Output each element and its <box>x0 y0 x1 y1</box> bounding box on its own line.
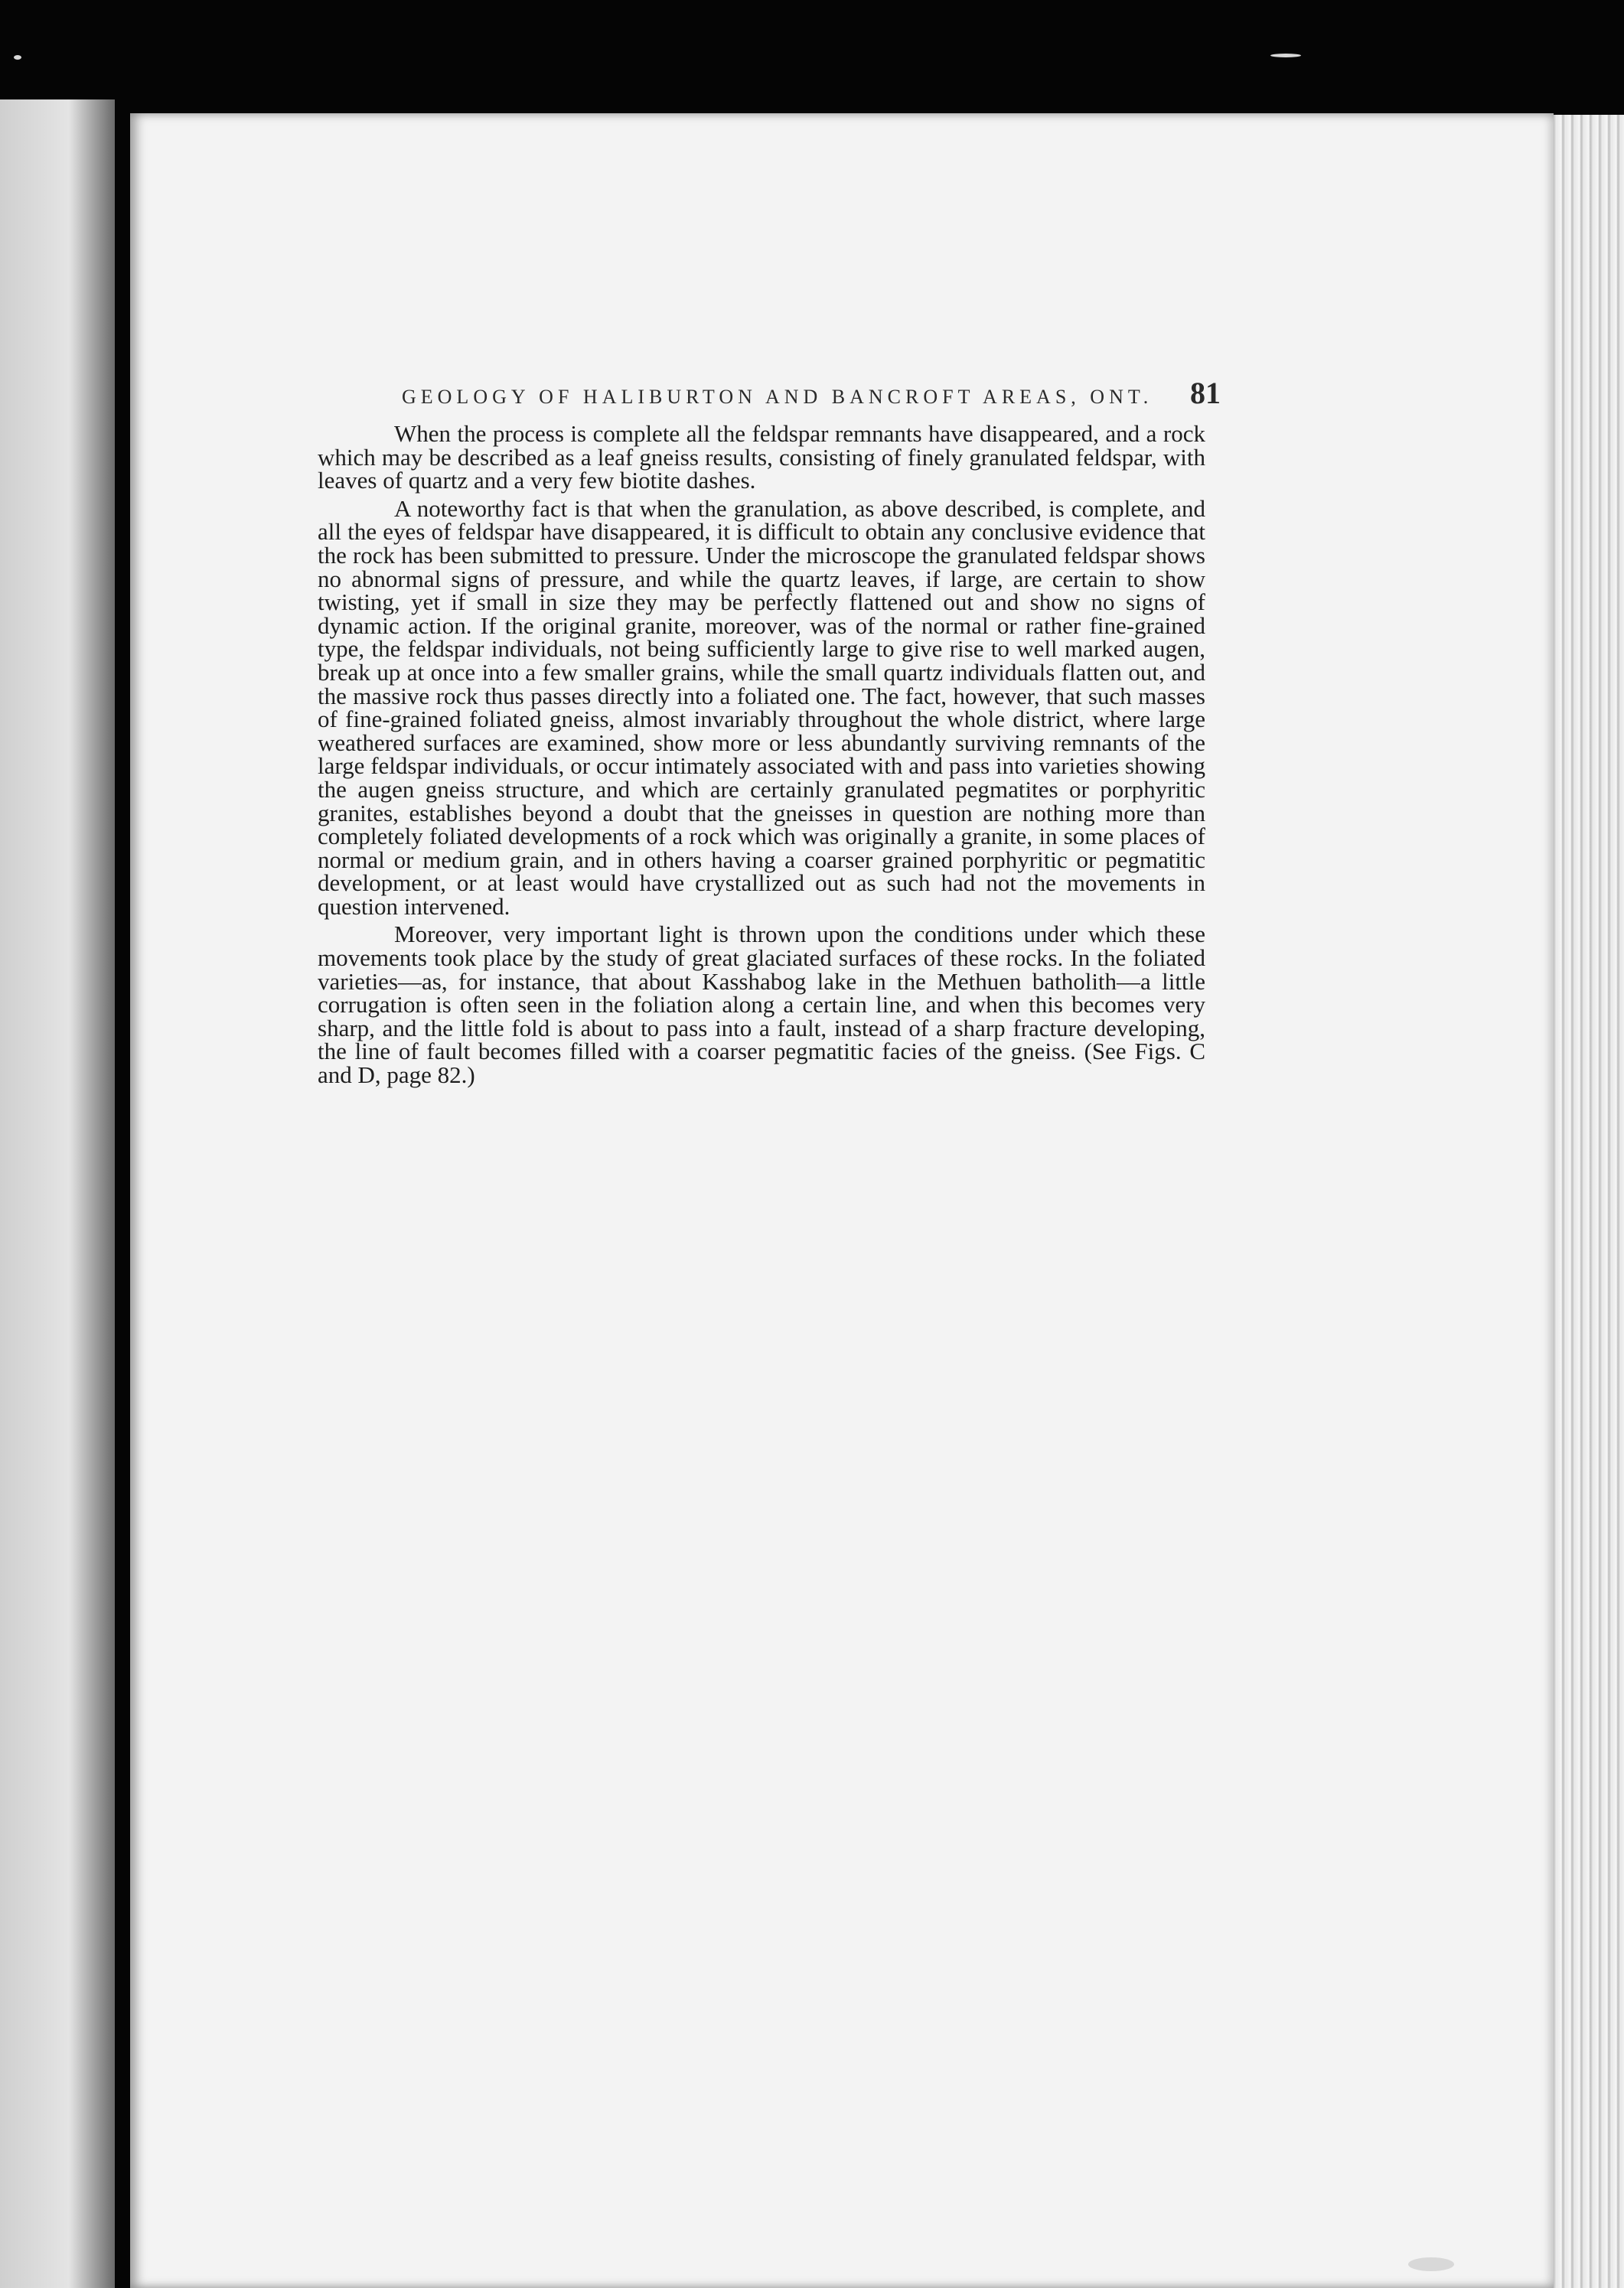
scan-speck <box>1270 54 1301 57</box>
scan-speck <box>14 55 21 60</box>
facing-page-edge <box>0 99 115 2288</box>
paragraph: Moreover, very important light is thrown upon the conditions under which these movements took place by the study of great glaciated surfaces of these rocks. In the foliated varieties—as, for instance, that about Kasshabog lake in the Methuen batholith—a little corrugation is often seen in the foliation along a certain line, and when this becomes very sharp, and the little fold is about to pass into a fault, instead of a sharp fracture developing, the line of fault becomes filled with a coarser pegmatitic facies of the gneiss. (See Figs. C and D, page 82.) <box>318 921 1205 1089</box>
scan-speck <box>1408 2257 1454 2271</box>
paragraph: When the process is complete all the feldspar remnants have disappeared, and a rock which may be described as a leaf gneiss results, consisting of finely granulated feldspar, with leaves of quartz and a very few biotite dashes. <box>318 420 1205 494</box>
body-text <box>318 422 1205 1087</box>
paragraph: A noteworthy fact is that when the granulation, as above described, is complete, and all the eyes of feldspar have disappeared, it is difficult to obtain any conclusive evidence that the rock has been submitted to pressure. Under the microscope the granulated feldspar shows no abnormal signs of pressure, and while the quartz leaves, if large, are certain to show twisting, yet if small in size they may be perfectly flattened out and show no signs of dynamic action. If the original granite, moreover, was of the normal or rather fine-grained type, the feldspar individuals, not being sufficiently large to give rise to well marked augen, break up at once into a few smaller grains, while the small quartz individuals flatten out, and the massive rock thus passes directly into a foliated one. The fact, however, that such masses of fine-grained foliated gneiss, almost invariably throughout the whole district, where large weathered surfaces are examined, show more or less abundantly surviving remnants of the large feldspar individuals, or occur intimately associated with and pass into varieties showing the augen gneiss structure, and which are certainly granulated pegmatites or porphyritic granites, establishes beyond a doubt that the gneisses in question are nothing more than completely foliated developments of a rock which was originally a granite, in some places of normal or medium grain, and in others having a coarser grained porphyritic or pegmatitic development, or at least would have crystallized out as such had not the movements in question intervened. <box>318 494 1205 920</box>
page-number: 81 <box>1190 376 1221 410</box>
running-title: GEOLOGY OF HALIBURTON AND BANCROFT AREAS, ONT. <box>402 386 1153 408</box>
running-head <box>402 375 1221 411</box>
